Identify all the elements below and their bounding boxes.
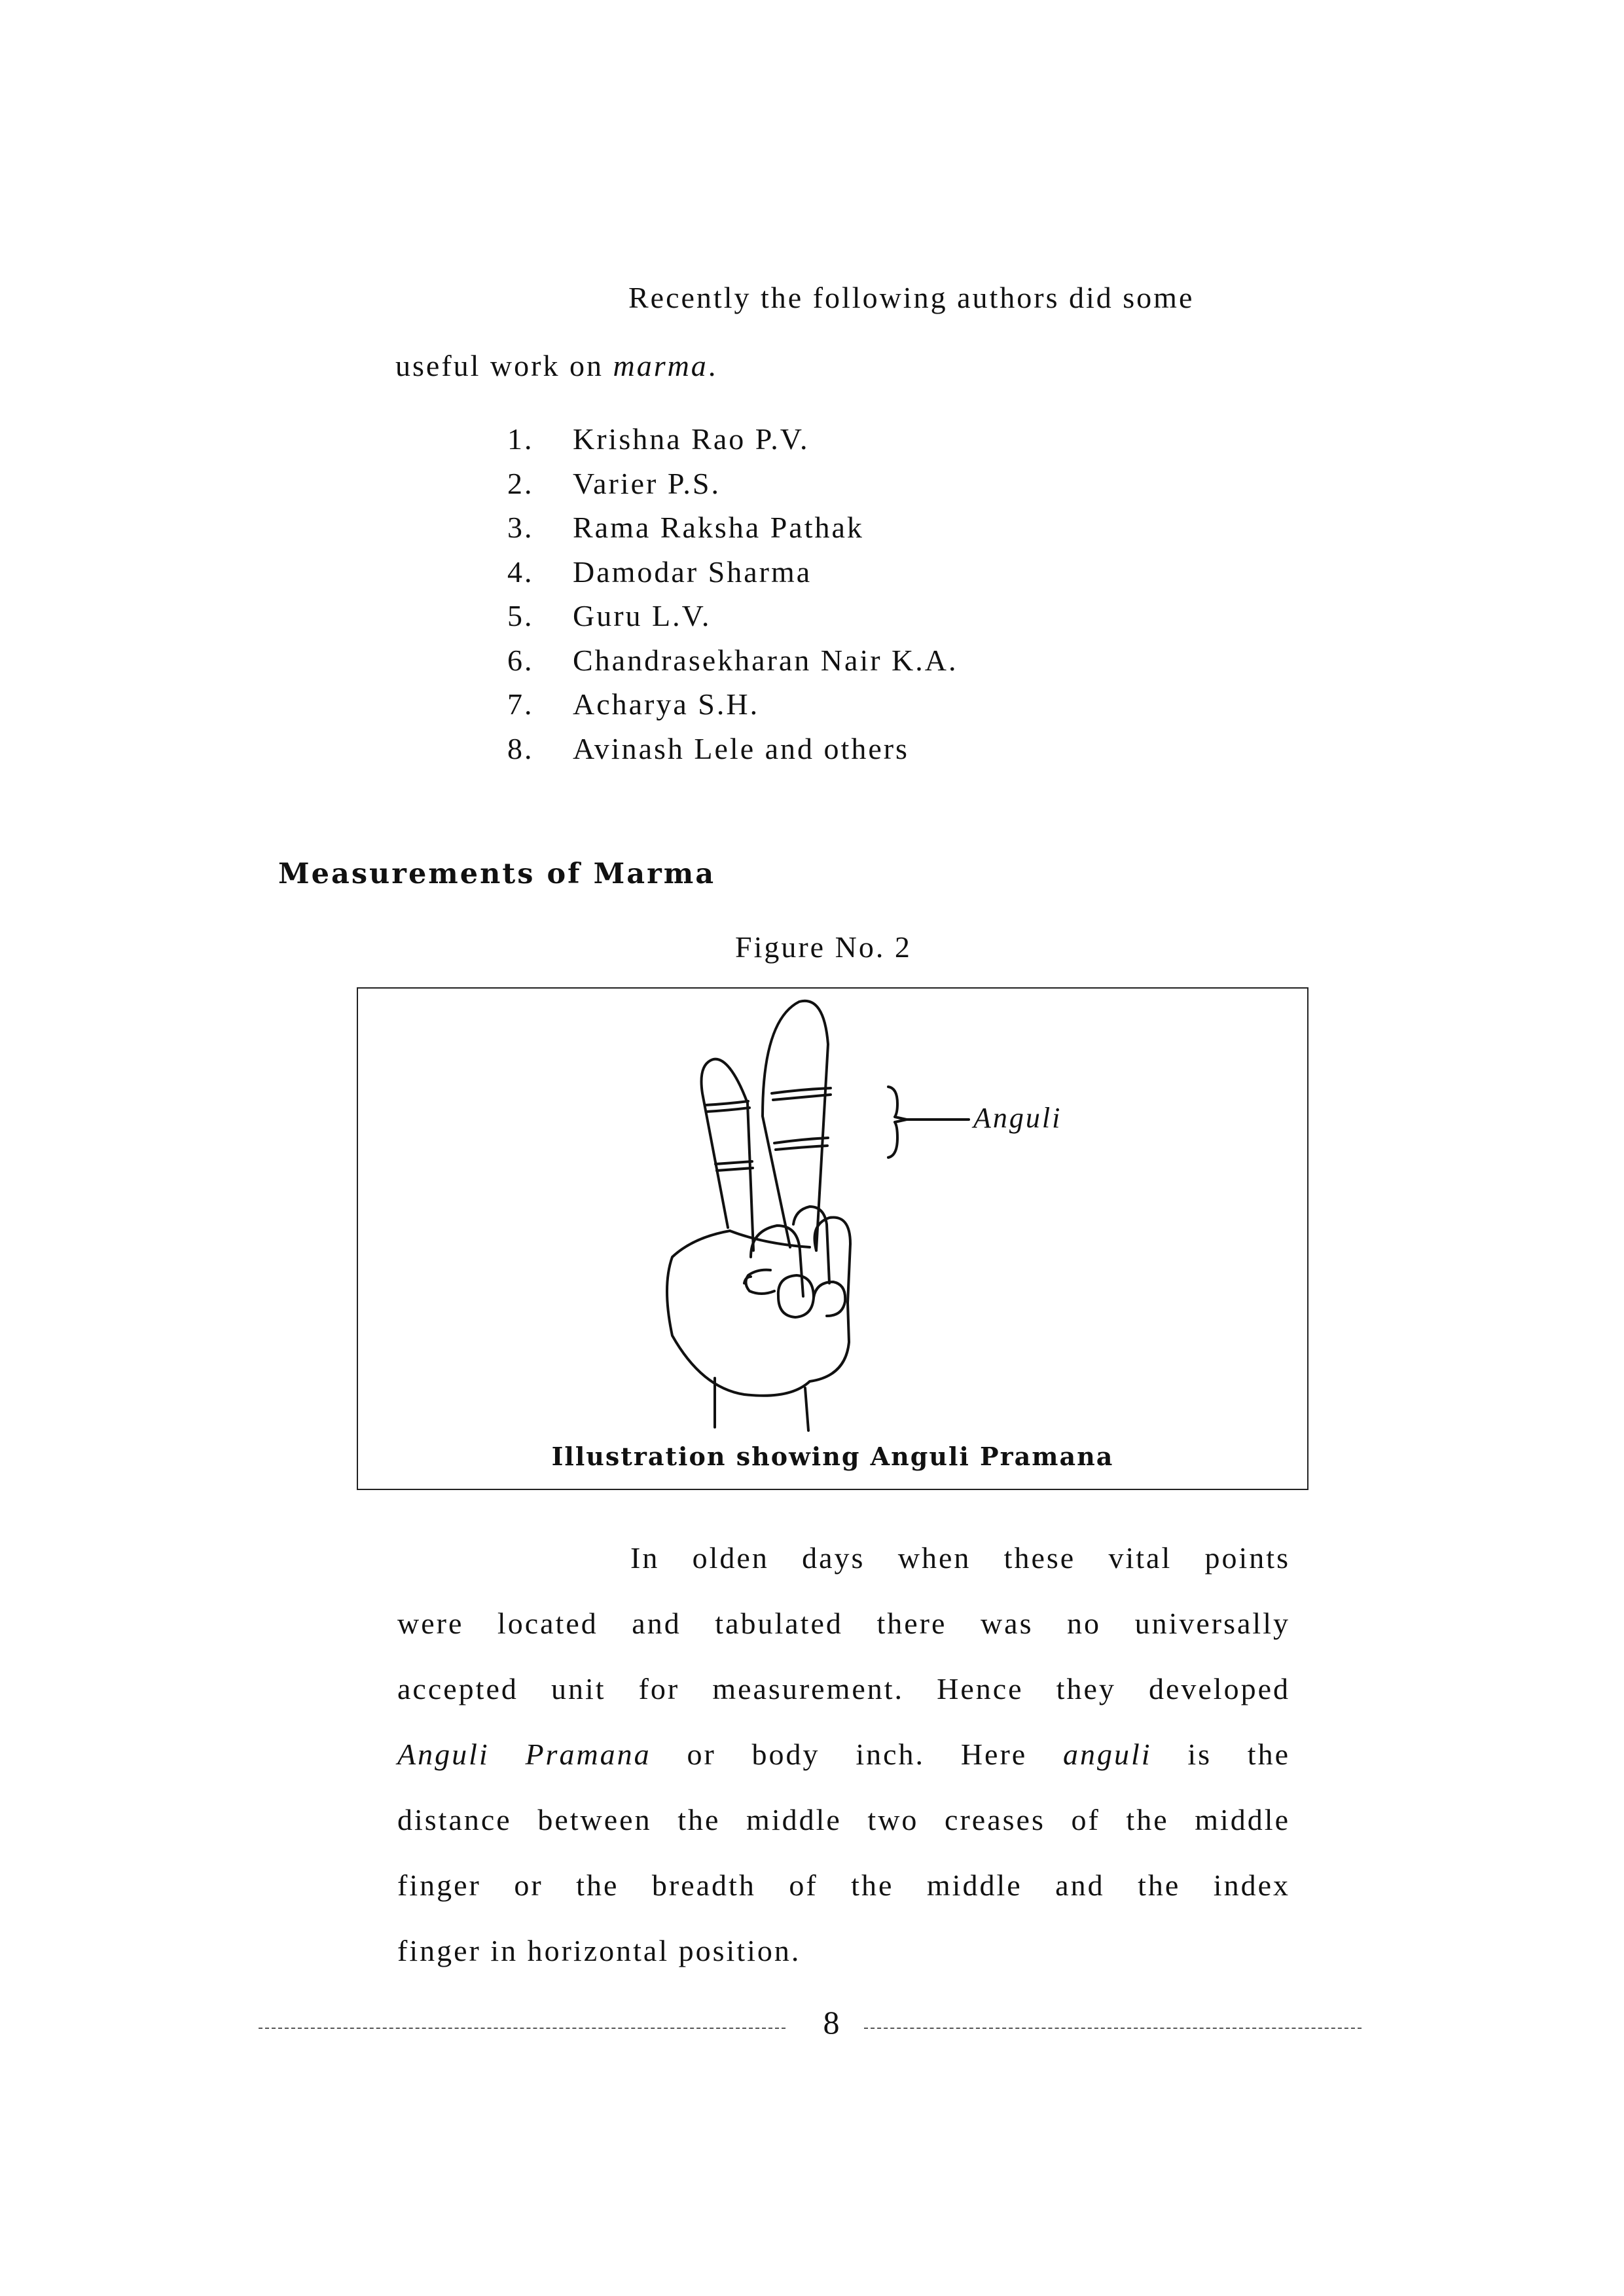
- page-number: 8: [823, 2004, 840, 2041]
- list-item: [507, 462, 958, 506]
- intro-line-2-start: useful work on: [395, 349, 613, 382]
- paragraph-line: In olden days when these vital points: [630, 1541, 1290, 1575]
- intro-line-2-end: .: [708, 349, 718, 382]
- list-number: 1.: [507, 422, 534, 456]
- author-name: Avinash Lele and others: [573, 731, 909, 765]
- author-name: Rama Raksha Pathak: [573, 511, 864, 544]
- paragraph-line: accepted unit for measurement. Hence they developed: [397, 1672, 1290, 1705]
- paragraph-line: finger or the breadth of the middle and the index: [397, 1868, 1290, 1902]
- list-number: 3.: [507, 511, 534, 544]
- paragraph-line: finger in horizontal position.: [397, 1934, 801, 1967]
- figure-caption: Illustration showing Anguli Pramana: [551, 1442, 1114, 1471]
- paragraph-fragment: or body inch. Here: [651, 1738, 1063, 1771]
- paragraph-fragment: is the: [1151, 1738, 1290, 1771]
- intro-line-1: Recently the following authors did some: [628, 281, 1195, 314]
- wrist-right: [805, 1388, 808, 1430]
- author-name: Guru L.V.: [573, 599, 712, 632]
- author-name: Acharya S.H.: [573, 687, 760, 721]
- marma-term: marma: [613, 349, 708, 382]
- index-finger-inner-edge: [730, 1068, 753, 1250]
- figure-box: [357, 987, 1308, 1490]
- figure-number: Figure No. 2: [735, 930, 912, 964]
- list-item: [507, 638, 958, 683]
- list-number: 6.: [507, 643, 534, 677]
- list-item: [507, 505, 958, 550]
- list-number: 2.: [507, 466, 534, 500]
- body-paragraph: [397, 1525, 1290, 1984]
- list-number: 7.: [507, 687, 534, 721]
- anguli-term: anguli: [1062, 1738, 1152, 1771]
- list-item: [507, 550, 958, 594]
- thumbnail: [778, 1275, 814, 1317]
- section-heading: Measurements of Marma: [278, 858, 716, 890]
- list-item: [507, 594, 958, 638]
- footer-divider-left: [259, 2028, 785, 2029]
- middle-finger-outline: [763, 1001, 828, 1250]
- list-item: [507, 682, 958, 727]
- paragraph-line: distance between the middle two creases of the middle: [397, 1803, 1290, 1836]
- anguli-bracket: [888, 1087, 907, 1157]
- anguli-label: Anguli: [973, 1102, 1062, 1134]
- author-list: [507, 417, 958, 771]
- intro-line-2: [395, 351, 717, 381]
- paragraph-line: [397, 1722, 1290, 1787]
- index-finger-outline: [702, 1059, 731, 1228]
- paragraph-line: were located and tabulated there was no universally: [397, 1607, 1290, 1640]
- author-name: Krishna Rao P.V.: [573, 422, 810, 456]
- author-name: Varier P.S.: [573, 466, 721, 500]
- list-item: [507, 727, 958, 771]
- author-name: Chandrasekharan Nair K.A.: [573, 643, 958, 677]
- list-number: 4.: [507, 555, 534, 589]
- list-number: 8.: [507, 731, 534, 765]
- list-number: 5.: [507, 599, 534, 632]
- author-name: Damodar Sharma: [573, 555, 812, 589]
- hand-v-sign-icon: [358, 989, 1307, 1489]
- anguli-pramana-term: Anguli Pramana: [397, 1738, 651, 1771]
- list-item: [507, 417, 958, 462]
- footer-divider-right: [864, 2028, 1362, 2029]
- palm-outline: [667, 1231, 849, 1396]
